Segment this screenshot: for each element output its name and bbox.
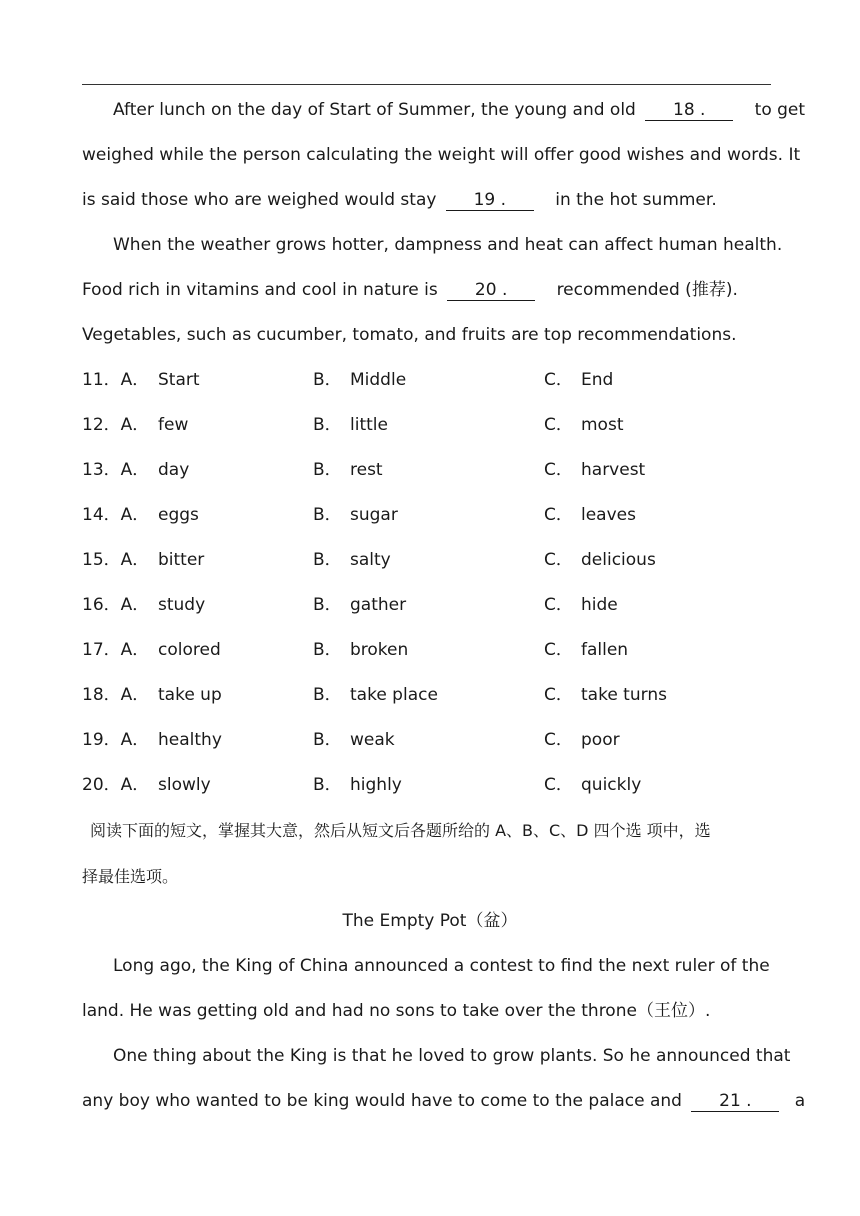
option-b-label: B． xyxy=(313,640,342,660)
option-a: day xyxy=(158,460,190,480)
option-b-label: B． xyxy=(313,595,342,615)
option-a: slowly xyxy=(158,775,211,795)
question-number: 17．A． xyxy=(82,640,150,660)
option-b: gather xyxy=(350,595,407,615)
option-a: few xyxy=(158,415,189,435)
option-c: most xyxy=(581,415,624,435)
option-c-label: C． xyxy=(544,775,573,795)
option-b: broken xyxy=(350,640,409,660)
option-row-19 xyxy=(82,729,782,751)
question-number: 11．A． xyxy=(82,370,150,390)
option-c-label: C． xyxy=(544,640,573,660)
option-c-label: C． xyxy=(544,370,573,390)
question-number: 13．A． xyxy=(82,460,150,480)
option-b-label: B． xyxy=(313,460,342,480)
option-c: harvest xyxy=(581,460,646,480)
option-c: End xyxy=(581,370,614,390)
question-number: 20．A． xyxy=(82,775,150,795)
option-b: Middle xyxy=(350,370,407,390)
header-rule xyxy=(82,84,771,85)
option-b-label: B． xyxy=(313,415,342,435)
option-b: salty xyxy=(350,550,391,570)
text: any boy who wanted to be king would have to come to the palace and xyxy=(82,1091,682,1111)
passage2-line3: One thing about the King is that he loved to grow plants. So he announced that xyxy=(113,1046,791,1066)
option-row-18 xyxy=(82,684,782,706)
text: Food rich in vitamins and cool in nature is xyxy=(82,280,438,300)
passage1-line1 xyxy=(113,99,805,121)
option-b-label: B． xyxy=(313,505,342,525)
option-b: highly xyxy=(350,775,402,795)
passage1-line2: weighed while the person calculating the weight will offer good wishes and words. It xyxy=(82,145,801,165)
text: After lunch on the day of Start of Summer, the young and old xyxy=(113,100,636,120)
passage-title: The Empty Pot（盆） xyxy=(342,911,518,931)
option-c: fallen xyxy=(581,640,629,660)
option-c: take turns xyxy=(581,685,667,705)
blank-21: 21 . xyxy=(691,1091,779,1112)
text: a xyxy=(794,1091,806,1111)
option-a: colored xyxy=(158,640,221,660)
option-b: weak xyxy=(350,730,395,750)
blank-19: 19 . xyxy=(446,190,534,211)
blank-20: 20 . xyxy=(447,280,535,301)
question-number: 14．A． xyxy=(82,505,150,525)
option-row-14 xyxy=(82,504,782,526)
option-row-16 xyxy=(82,594,782,616)
question-number: 15．A． xyxy=(82,550,150,570)
instructions-line2: 择最佳选项。 xyxy=(82,867,179,886)
option-row-15 xyxy=(82,549,782,571)
option-a: healthy xyxy=(158,730,222,750)
text: to get xyxy=(754,100,806,120)
option-c: leaves xyxy=(581,505,636,525)
option-c-label: C． xyxy=(544,730,573,750)
option-c: hide xyxy=(581,595,618,615)
option-c: delicious xyxy=(581,550,656,570)
passage2-line1: Long ago, the King of China announced a contest to find the next ruler of the xyxy=(113,956,770,976)
option-b-label: B． xyxy=(313,550,342,570)
blank-18: 18 . xyxy=(645,100,733,121)
option-row-20 xyxy=(82,774,782,796)
option-row-13 xyxy=(82,459,782,481)
option-c-label: C． xyxy=(544,415,573,435)
option-c-label: C． xyxy=(544,460,573,480)
option-b: rest xyxy=(350,460,383,480)
passage2-line2: land. He was getting old and had no sons to take over the throne（王位）. xyxy=(82,1001,711,1021)
option-row-12 xyxy=(82,414,782,436)
option-b: little xyxy=(350,415,388,435)
option-a: take up xyxy=(158,685,222,705)
passage2-line4 xyxy=(82,1090,805,1112)
option-c-label: C． xyxy=(544,595,573,615)
option-b-label: B． xyxy=(313,775,342,795)
option-b-label: B． xyxy=(313,730,342,750)
option-c-label: C． xyxy=(544,550,573,570)
option-a: Start xyxy=(158,370,200,390)
option-a: bitter xyxy=(158,550,205,570)
option-a: eggs xyxy=(158,505,199,525)
option-a: study xyxy=(158,595,206,615)
instructions-line1: 阅读下面的短文，掌握其大意，然后从短文后各题所给的 A、B、C、D 四个选 项中，选 xyxy=(90,821,711,840)
text: recommended (推荐). xyxy=(556,280,738,300)
option-c: poor xyxy=(581,730,620,750)
option-c: quickly xyxy=(581,775,642,795)
option-row-17 xyxy=(82,639,782,661)
question-number: 12．A． xyxy=(82,415,150,435)
option-c-label: C． xyxy=(544,505,573,525)
text: in the hot summer. xyxy=(555,190,717,210)
question-number: 18．A． xyxy=(82,685,150,705)
option-c-label: C． xyxy=(544,685,573,705)
passage1-line6: Vegetables, such as cucumber, tomato, and fruits are top recommendations. xyxy=(82,325,737,345)
question-number: 16．A． xyxy=(82,595,150,615)
option-row-11 xyxy=(82,369,782,391)
option-b-label: B． xyxy=(313,685,342,705)
passage1-line5 xyxy=(82,279,738,301)
passage1-line4: When the weather grows hotter, dampness and heat can affect human health. xyxy=(113,235,783,255)
option-b-label: B． xyxy=(313,370,342,390)
question-number: 19．A． xyxy=(82,730,150,750)
text: is said those who are weighed would stay xyxy=(82,190,437,210)
option-b: sugar xyxy=(350,505,398,525)
passage1-line3 xyxy=(82,189,717,211)
option-b: take place xyxy=(350,685,438,705)
